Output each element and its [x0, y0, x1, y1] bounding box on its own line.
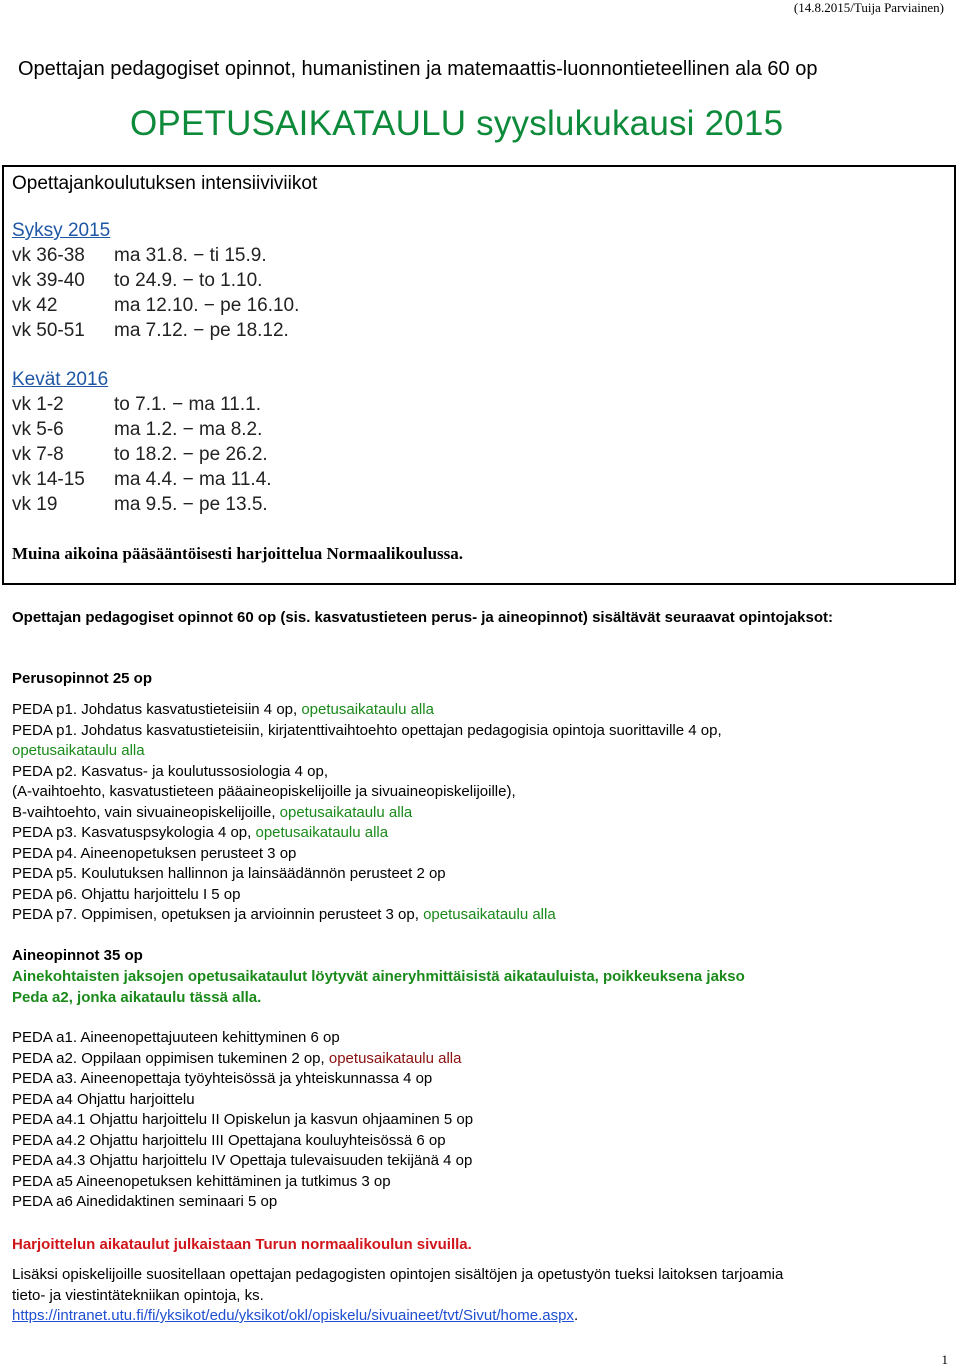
basic-studies-title: Perusopinnot 25 op	[12, 670, 153, 687]
week: vk 36-38	[12, 245, 85, 266]
list-item: PEDA p3. Kasvatuspsykologia 4 op, opetusaikataulu alla	[12, 824, 389, 841]
list-item: PEDA a3. Aineenopettaja työyhteisössä ja yhteiskunnassa 4 op	[12, 1070, 433, 1087]
schedule-link[interactable]: opetusaikataulu alla	[12, 742, 145, 759]
list-item: (A-vaihtoehto, kasvatustieteen pääaineopiskelijoille ja sivuaineopiskelijoille),	[12, 783, 516, 800]
basic-studies-list	[12, 700, 942, 926]
list-item: PEDA a4 Ohjattu harjoittelu	[12, 1090, 195, 1108]
subject-studies-list	[12, 1028, 942, 1213]
list-item: PEDA a2. Oppilaan oppimisen tukeminen 2 op, opetusaikataulu alla	[12, 1049, 462, 1067]
week: vk 50-51	[12, 320, 85, 341]
spring-title: Kevät 2016	[12, 369, 109, 390]
schedule-note: Muina aikoina pääsääntöisesti harjoittelua Normaalikoulussa.	[12, 544, 464, 563]
practice-note: Harjoittelun aikataulut julkaistaan Turun normaalikoulun sivuilla.	[12, 1236, 472, 1253]
list-item: PEDA a6 Ainedidaktinen seminaari 5 op	[12, 1193, 278, 1210]
week: vk 42	[12, 295, 58, 316]
list-item: PEDA p5. Koulutuksen hallinnon ja lainsäädännön perusteet 2 op	[12, 865, 446, 882]
schedule-link[interactable]: opetusaikataulu alla	[279, 803, 413, 821]
list-item: PEDA a4.2 Ohjattu harjoittelu III Opettajana kouluyhteisössä 6 op	[12, 1131, 446, 1149]
week: vk 39-40	[12, 270, 85, 291]
schedule-box	[2, 165, 956, 585]
week: vk 19	[12, 494, 58, 515]
subject-studies-title: Aineopinnot 35 op	[12, 947, 143, 964]
dates: to 7.1. − ma 11.1.	[114, 394, 261, 415]
dates: to 18.2. − pe 26.2.	[114, 444, 268, 465]
list-item: PEDA p1. Johdatus kasvatustieteisiin, kirjatenttivaihtoehto opettajan pedagogisia opintoja suorittaville 4 op,	[12, 721, 722, 739]
list-item: PEDA p1. Johdatus kasvatustieteisiin 4 op, opetusaikataulu alla	[12, 701, 434, 718]
schedule-link[interactable]: opetusaikataulu alla	[255, 824, 389, 841]
list-item: PEDA p7. Oppimisen, opetuksen ja arvioinnin perusteet 3 op, opetusaikataulu alla	[12, 906, 556, 923]
page-number: 1	[941, 1352, 948, 1367]
dates: ma 9.5. − pe 13.5.	[114, 494, 268, 515]
dates: ma 7.12. − pe 18.12.	[114, 320, 289, 341]
footer-text: Lisäksi opiskelijoille suositellaan opettajan pedagogisten opintojen sisältöjen ja opetustyön tueksi laitoksen tarjoamia tieto- ja viestintätekniikan opintoja, ks. https://intranet.utu.fi/fi/yksikot/edu/yksikot/okl/opiskelu/sivuaineet/tvt/Sivut/home.aspx.	[12, 1266, 784, 1324]
dates: ma 12.10. − pe 16.10.	[114, 295, 300, 316]
intranet-link[interactable]: https://intranet.utu.fi/fi/yksikot/edu/yksikot/okl/opiskelu/sivuaineet/tvt/Sivut/home.aspx	[12, 1307, 574, 1324]
dates: ma 4.4. − ma 11.4.	[114, 469, 272, 490]
list-item: B-vaihtoehto, vain sivuaineopiskelijoille, opetusaikataulu alla	[12, 803, 413, 821]
list-item: PEDA p2. Kasvatus- ja koulutussosiologia 4 op,	[12, 762, 329, 780]
dates: to 24.9. − to 1.10.	[114, 270, 263, 291]
week: vk 7-8	[12, 444, 64, 465]
autumn-title: Syksy 2015	[12, 220, 111, 241]
schedule-box-title: Opettajankoulutuksen intensiiviviikot	[12, 173, 318, 194]
list-item: PEDA a4.3 Ohjattu harjoittelu IV Opettaja tulevaisuuden tekijänä 4 op	[12, 1152, 473, 1169]
list-item: PEDA a5 Aineenopetuksen kehittäminen ja tutkimus 3 op	[12, 1172, 391, 1190]
page-title: OPETUSAIKATAULU syyslukukausi 2015	[130, 104, 784, 143]
list-item: PEDA p6. Ohjattu harjoittelu I 5 op	[12, 885, 241, 903]
page-heading: Opettajan pedagogiset opinnot, humanistinen ja matemaattis-luonnontieteellinen ala 60 op	[18, 58, 818, 80]
schedule-link[interactable]: opetusaikataulu alla	[301, 701, 434, 718]
week: vk 1-2	[12, 394, 64, 415]
schedule-link[interactable]: opetusaikataulu alla	[328, 1049, 462, 1067]
dates: ma 31.8. − ti 15.9.	[114, 245, 267, 266]
schedule-link[interactable]: opetusaikataulu alla	[423, 906, 556, 923]
week: vk 14-15	[12, 469, 85, 490]
list-item: PEDA p4. Aineenopetuksen perusteet 3 op	[12, 844, 297, 862]
header-note: (14.8.2015/Tuija Parviainen)	[793, 0, 944, 15]
dates: ma 1.2. − ma 8.2.	[114, 419, 263, 440]
week: vk 5-6	[12, 419, 64, 440]
list-item: PEDA a4.1 Ohjattu harjoittelu II Opiskelun ja kasvun ohjaaminen 5 op	[12, 1111, 474, 1128]
intro-text: Opettajan pedagogiset opinnot 60 op (sis. kasvatustieteen perus- ja aineopinnot) sisältävät seuraavat opintojaksot:	[12, 609, 834, 626]
subject-studies-note: Ainekohtaisten jaksojen opetusaikataulut löytyvät aineryhmittäisistä aikatauluista, poikkeuksena jakso Peda a2, jonka aikataulu tässä alla.	[12, 968, 745, 1006]
list-item: PEDA a1. Aineenopettajuuteen kehittyminen 6 op	[12, 1029, 340, 1046]
